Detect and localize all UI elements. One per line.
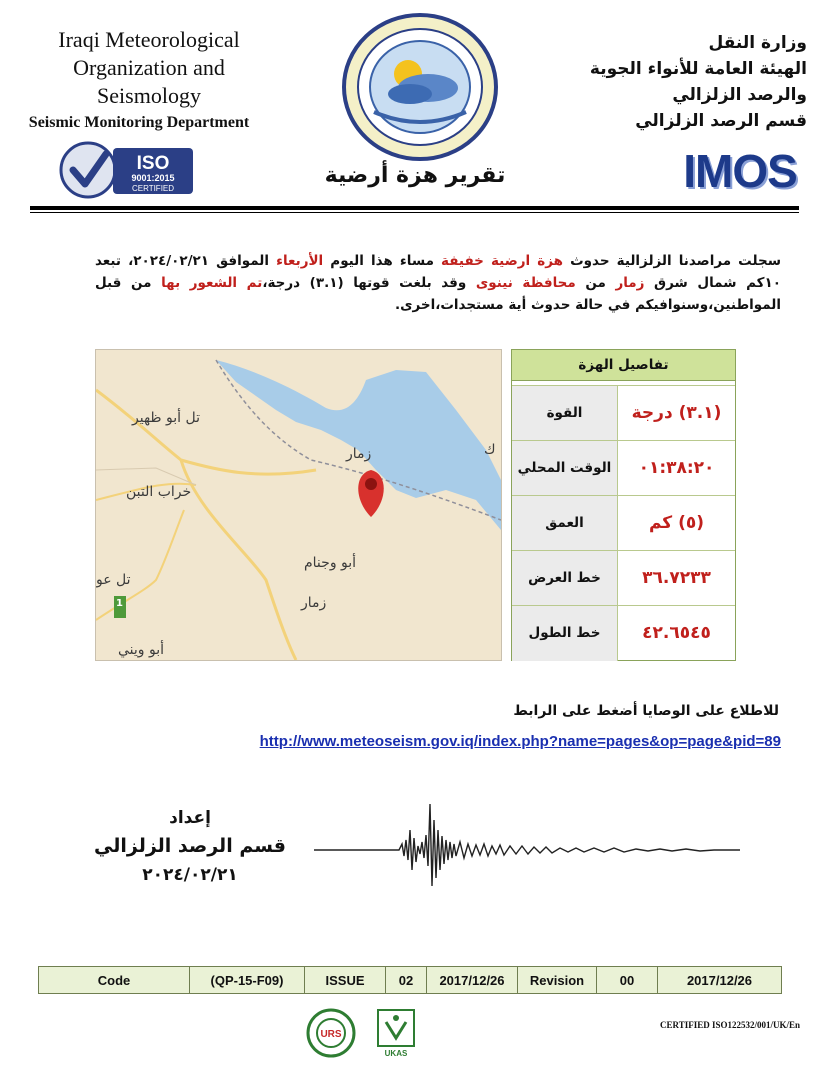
report-paragraph: [95, 250, 781, 316]
revision-date: 2017/12/26: [658, 967, 782, 994]
quake-details-table: [511, 349, 736, 661]
document-control-table: [38, 966, 782, 994]
urs-text: URS: [320, 1029, 342, 1040]
issue-value: 02: [386, 967, 427, 994]
epicenter-map[interactable]: [95, 349, 502, 661]
iso-number: 9001:2015: [131, 173, 175, 183]
map-label-zummar-north: زمار: [346, 446, 372, 462]
details-label: خط العرض: [512, 551, 618, 606]
organization-seal-logo: [340, 12, 500, 162]
report-highlight-town: زمار: [615, 275, 645, 291]
org-name-english: [14, 26, 284, 110]
org-name-line-3: Seismology: [97, 83, 201, 108]
code-label: Code: [39, 967, 190, 994]
report-highlight-province: محافظة نينوى: [475, 275, 576, 291]
urs-certification-logo: [306, 1008, 356, 1058]
org-name-line-1: Iraqi Meteorological: [58, 27, 240, 52]
prepared-by-block: [90, 805, 290, 889]
report-title: تقرير هزة أرضية: [324, 163, 506, 188]
report-text-1: سجلت مراصدنا الزلزالية حدوث: [562, 253, 781, 269]
details-row-local-time: [512, 440, 735, 496]
map-label-kharab-altibn: خراب التبن: [126, 484, 192, 500]
ukas-certification-logo: [376, 1008, 416, 1060]
details-value: (٣.١) درجة: [631, 403, 722, 423]
iso-label: ISO: [136, 153, 170, 174]
report-highlight-day: الأربعاء: [276, 253, 324, 269]
iso-certified-text: CERTIFIED: [131, 184, 175, 193]
department-arabic: قسم الرصد الزلزالي: [635, 111, 807, 131]
map-canvas: [96, 350, 501, 660]
authority-name: الهيئة العامة للأنواء الجوية: [589, 59, 807, 79]
details-value: ٣٦.٧٢٣٣: [642, 568, 711, 588]
report-text-3: الموافق ٢٠٢٤/٠٢/٢١، تبعد ١٠كم شمال شرق: [95, 253, 781, 291]
report-text-6: من قبل المواطنين،وسنوافيكم في حالة حدوث أية مستجدات،اخرى.: [95, 275, 781, 313]
details-label: القوة: [512, 386, 618, 441]
recommendations-caption: للاطلاع على الوصايا أضغط على الرابط: [513, 703, 779, 719]
details-value: (٥) كم: [648, 513, 705, 533]
header-arabic: [567, 30, 807, 134]
map-label-tal-abu-dhahir: تل أبو ظهير: [132, 410, 200, 426]
map-route-badge: 1: [116, 598, 123, 609]
certification-text: CERTIFIED ISO122532/001/UK/En: [660, 1020, 800, 1030]
code-value: (QP-15-F09): [190, 967, 305, 994]
authority-name-2: والرصد الزلزالي: [672, 85, 807, 105]
map-label-edge: ك: [484, 442, 496, 458]
map-label-abu-wini: أبو ويني: [118, 642, 165, 658]
map-label-tal-aw: تل عو: [96, 572, 131, 588]
details-row-longitude: [512, 605, 735, 661]
details-label: العمق: [512, 496, 618, 551]
ukas-text: UKAS: [384, 1049, 408, 1058]
header-divider-thin: [30, 212, 799, 213]
issue-date: 2017/12/26: [427, 967, 518, 994]
report-text-4: من: [575, 275, 616, 291]
org-name-line-2: Organization and: [73, 55, 225, 80]
report-text-2: مساء هذا اليوم: [323, 253, 442, 269]
details-row-latitude: [512, 550, 735, 606]
issue-label: ISSUE: [305, 967, 386, 994]
report-highlight-event: هزة ارضية خفيفة: [441, 253, 563, 269]
details-row-depth: [512, 495, 735, 551]
report-highlight-felt: تم الشعور بها: [161, 275, 263, 291]
details-row-magnitude: [512, 385, 735, 441]
prepared-by-department: قسم الرصد الزلزالي: [94, 835, 286, 857]
details-value: ٤٢.٦٥٤٥: [642, 623, 711, 643]
details-value: ٠١:٣٨:٢٠: [638, 458, 715, 478]
prepared-by-label: إعداد: [169, 808, 211, 828]
details-label: خط الطول: [512, 606, 618, 661]
map-label-zummar-south: زمار: [301, 595, 327, 611]
details-label: الوقت المحلي: [512, 441, 618, 496]
prepared-by-date: ٢٠٢٤/٠٢/٢١: [142, 865, 238, 885]
ministry-name: وزارة النقل: [708, 33, 807, 53]
iso-certified-logo: [58, 140, 198, 200]
revision-label: Revision: [518, 967, 597, 994]
imos-logo: IMOS: [683, 145, 797, 197]
header-divider: [30, 206, 799, 210]
recommendations-link[interactable]: http://www.meteoseism.gov.iq/index.php?name=pages&op=page&pid=89: [259, 733, 781, 750]
report-text-5: وقد بلغت قوتها (٣.١) درجة،: [262, 275, 476, 291]
seismogram-trace: [314, 800, 740, 890]
map-label-abu-wajnam: أبو وجنام: [304, 555, 357, 571]
department-english: Seismic Monitoring Department: [28, 114, 250, 131]
revision-value: 00: [597, 967, 658, 994]
details-title: تفاصيل الهزة: [512, 350, 735, 381]
